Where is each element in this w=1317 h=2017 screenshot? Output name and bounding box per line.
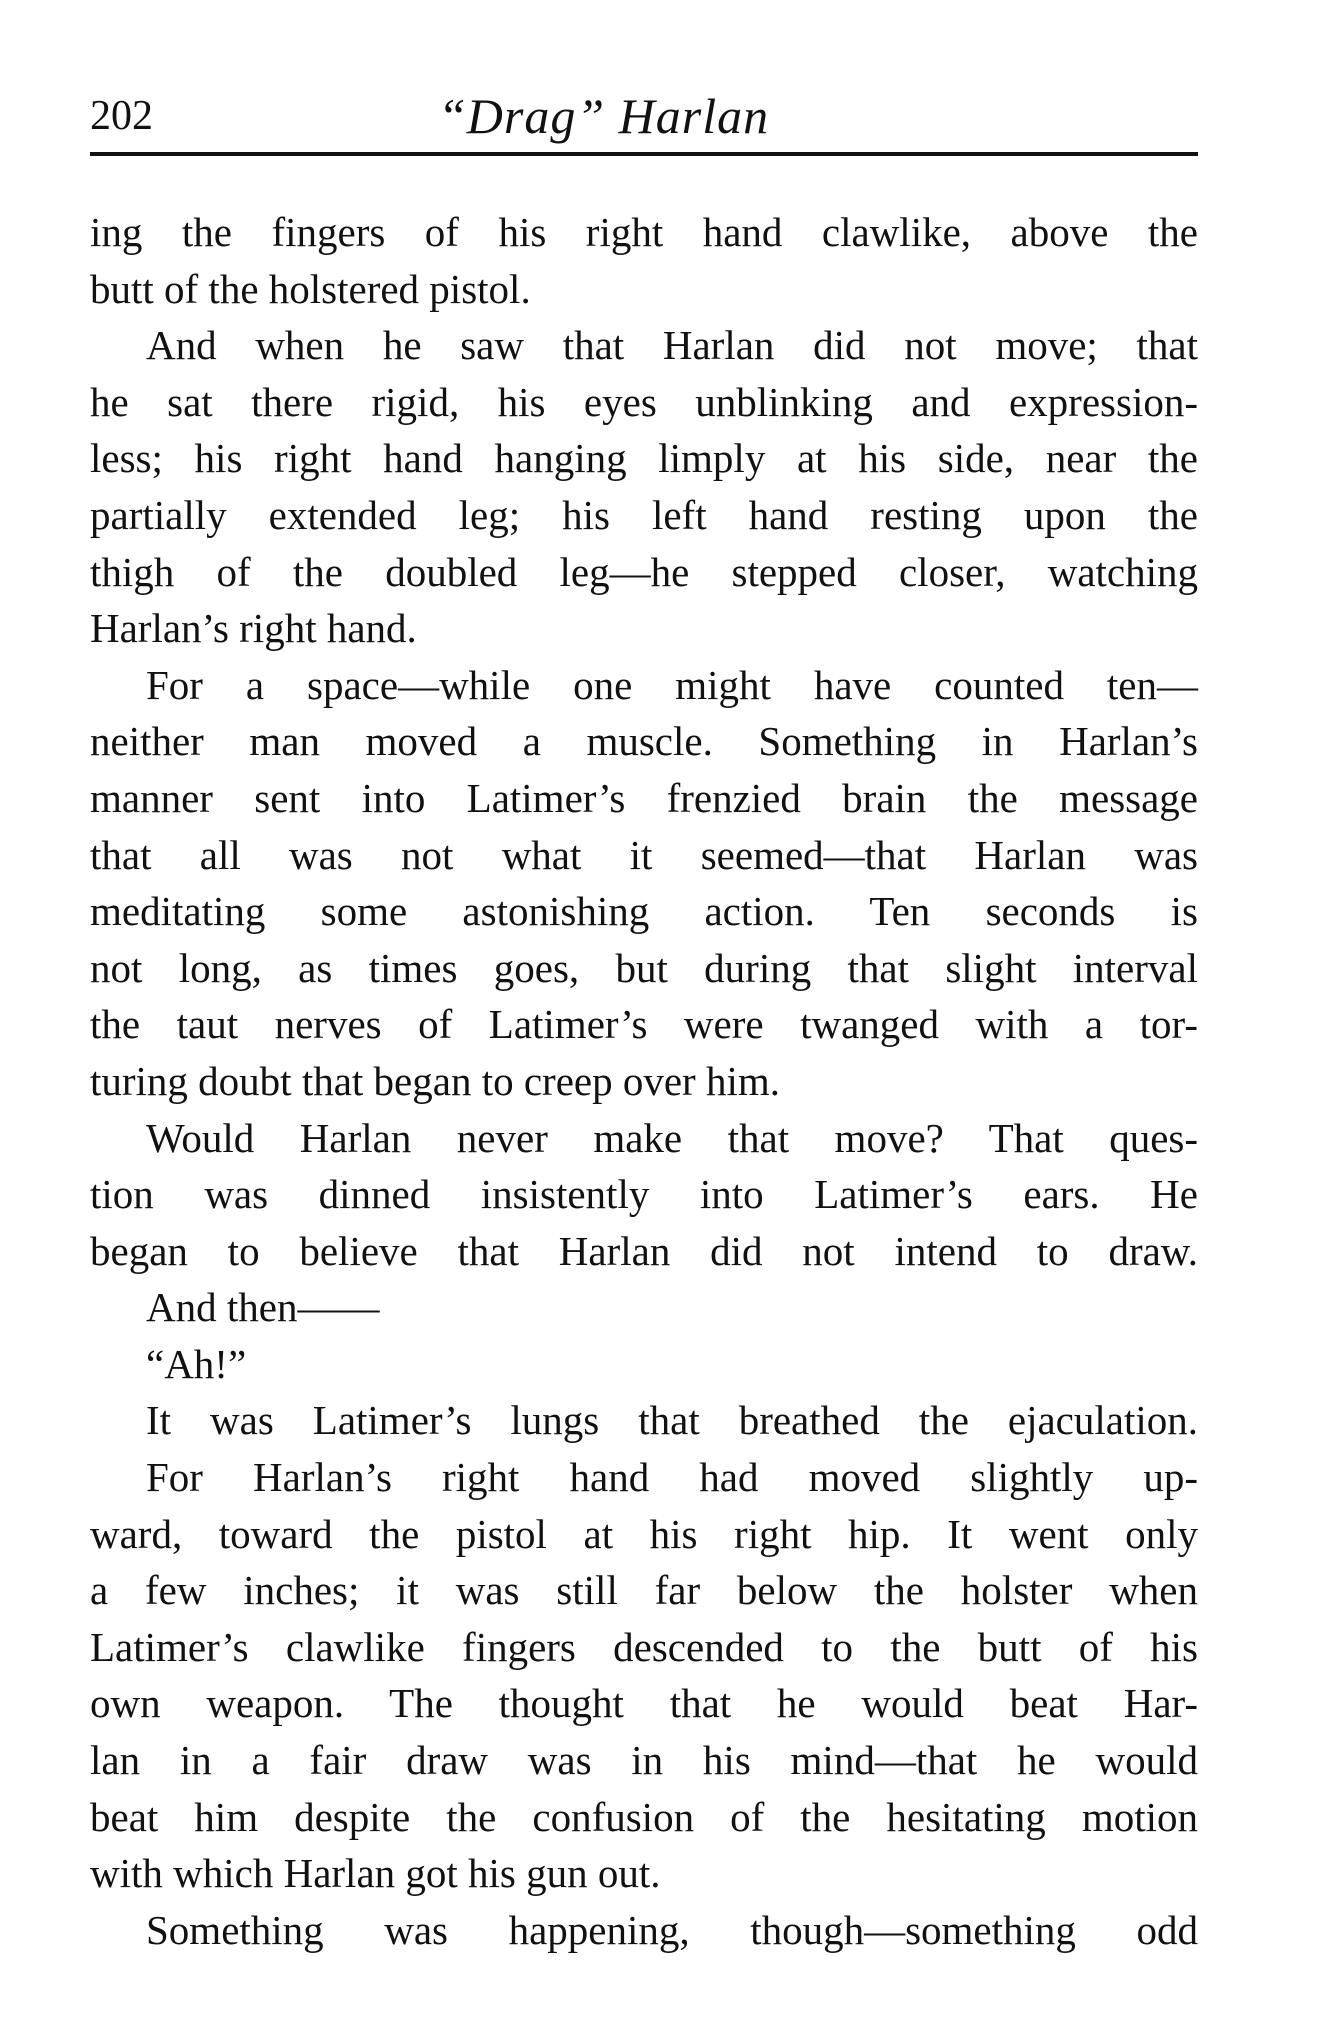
text-line: neither man moved a muscle. Something in Harlan’s xyxy=(90,718,1198,765)
text-line: ward, toward the pistol at his right hip. It went only xyxy=(90,1510,1198,1557)
text-line: with which Harlan got his gun out. xyxy=(90,1850,661,1897)
text-line: butt of the holstered pistol. xyxy=(90,265,531,312)
text-line: “Ah!” xyxy=(146,1340,247,1387)
text-line: Latimer’s clawlike fingers descended to the butt of his xyxy=(90,1623,1198,1670)
page-number: 202 xyxy=(90,93,153,139)
text-line: beat him despite the confusion of the hesitating motion xyxy=(90,1793,1198,1840)
text-line: manner sent into Latimer’s frenzied brain the message xyxy=(90,774,1198,821)
text-line: turing doubt that began to creep over him. xyxy=(90,1057,780,1104)
running-title: “Drag” Harlan xyxy=(438,88,770,144)
text-line: thigh of the doubled leg—he stepped closer, watching xyxy=(90,548,1198,595)
text-line: partially extended leg; his left hand resting upon the xyxy=(90,491,1198,538)
text-line: And when he saw that Harlan did not move; that xyxy=(146,322,1198,369)
text-line: he sat there rigid, his eyes unblinking and expression- xyxy=(90,378,1198,425)
text-line: tion was dinned insistently into Latimer’s ears. He xyxy=(90,1171,1198,1218)
text-line: Would Harlan never make that move? That ques- xyxy=(146,1114,1198,1161)
header-rule xyxy=(90,152,1198,156)
text-line: less; his right hand hanging limply at his side, near the xyxy=(90,435,1198,482)
text-line: ing the fingers of his right hand clawlike, above the xyxy=(90,209,1198,255)
text-line: that all was not what it seemed—that Harlan was xyxy=(90,831,1198,878)
text-line: the taut nerves of Latimer’s were twanged with a tor- xyxy=(90,1001,1198,1048)
text-line: lan in a fair draw was in his mind—that he would xyxy=(90,1737,1198,1784)
text-line: meditating some astonishing action. Ten seconds is xyxy=(90,888,1198,935)
text-line: For a space—while one might have counted ten— xyxy=(146,661,1198,708)
text-line: began to believe that Harlan did not intend to draw. xyxy=(90,1227,1198,1274)
text-line: Harlan’s right hand. xyxy=(90,605,417,652)
text-line: It was Latimer’s lungs that breathed the ejaculation. xyxy=(146,1397,1198,1444)
page-header xyxy=(90,88,1198,160)
text-line: own weapon. The thought that he would beat Har- xyxy=(90,1680,1198,1727)
text-line: a few inches; it was still far below the holster when xyxy=(90,1567,1198,1614)
text-line: not long, as times goes, but during that slight interval xyxy=(90,944,1198,991)
text-line: For Harlan’s right hand had moved slightly up- xyxy=(146,1454,1198,1501)
body-text xyxy=(90,204,1198,1958)
book-page xyxy=(90,88,1198,1953)
text-line: Something was happening, though—something odd xyxy=(146,1906,1198,1953)
text-line: And then—— xyxy=(146,1284,380,1331)
